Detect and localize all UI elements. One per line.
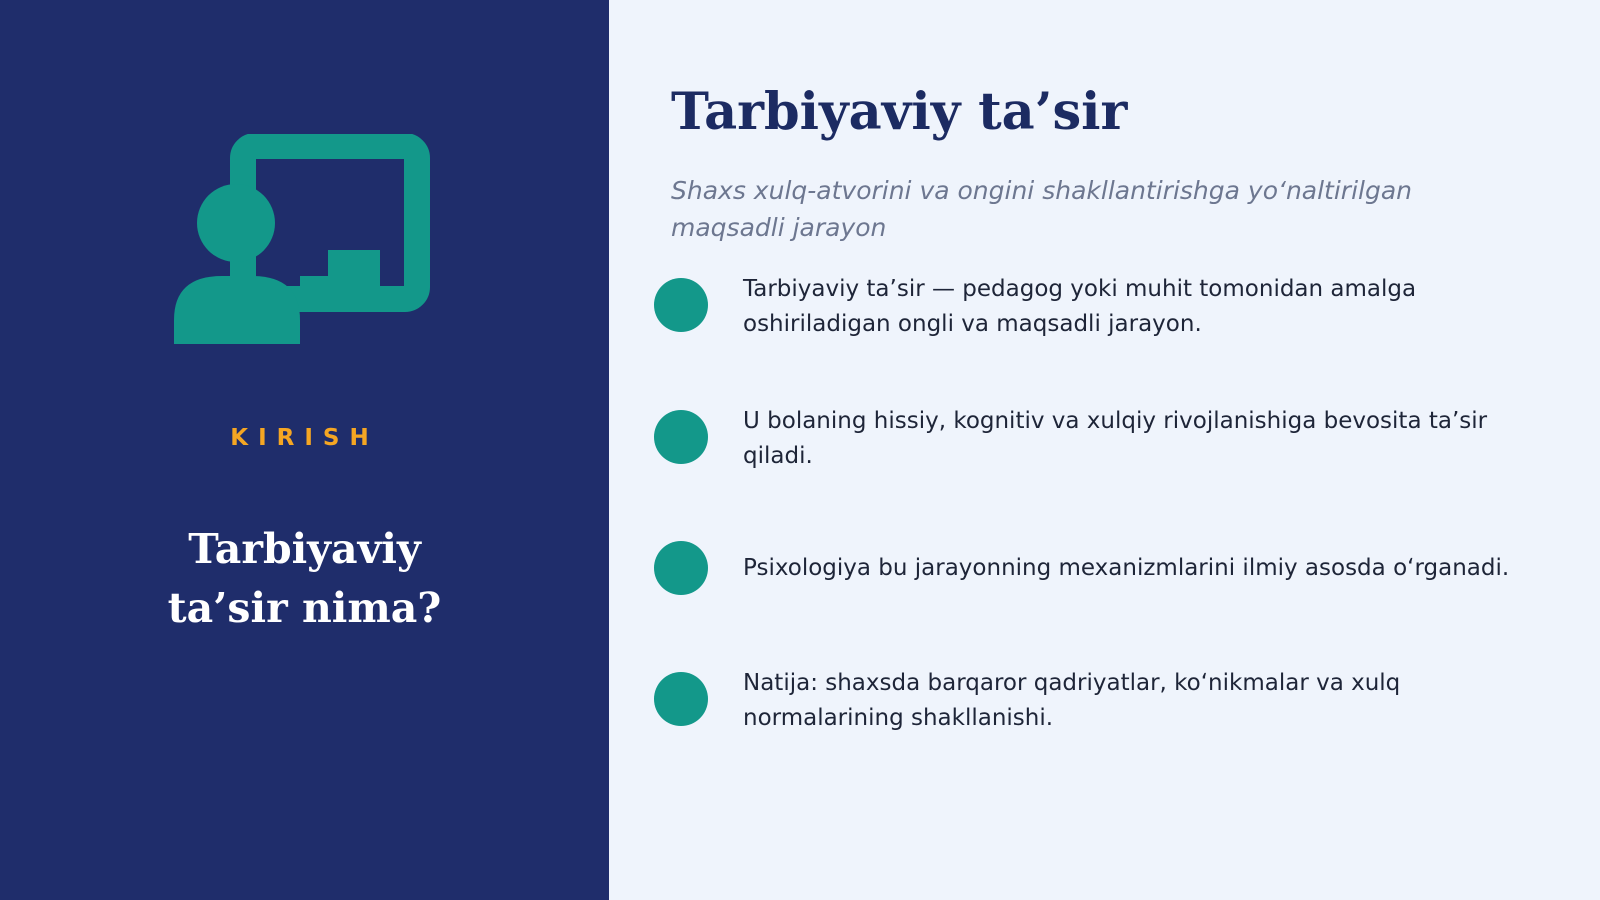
bullet-dot [654, 278, 708, 332]
subtitle [671, 172, 1471, 246]
left-title-line-2: ta’sir nima? [167, 584, 442, 632]
bullet-text-line-2: qiladi. [743, 443, 813, 469]
bullet-dot [654, 541, 708, 595]
bullet-text-line-2: oshiriladigan ongli va maqsadli jarayon. [743, 311, 1202, 337]
bullet-item [654, 672, 1554, 752]
section-label: KIRISH [230, 425, 379, 451]
subtitle-line-2: maqsadli jarayon [671, 213, 887, 242]
bullet-dot [654, 672, 708, 726]
bullet-text-line-1: Psixologiya bu jarayonning mexanizmlarini ilmiy asosda oʻrganadi. [743, 555, 1510, 581]
bullet-text [743, 404, 1523, 474]
left-title-line-1: Tarbiyaviy [188, 525, 421, 573]
subtitle-line-1: Shaxs xulq-atvorini va ongini shakllantirishga yoʻnaltirilgan [671, 176, 1413, 205]
bullet-item [654, 410, 1554, 490]
left-panel [0, 0, 609, 900]
bullet-text-line-1: Natija: shaxsda barqaror qadriyatlar, koʻnikmalar va xulq [743, 670, 1401, 696]
left-title [0, 520, 609, 638]
bullet-text-line-1: Tarbiyaviy ta’sir — pedagog yoki muhit tomonidan amalga [743, 276, 1417, 302]
bullet-dot [654, 410, 708, 464]
teacher-board-icon [172, 134, 434, 344]
bullet-item [654, 541, 1554, 621]
bullet-text-line-1: U bolaning hissiy, kognitiv va xulqiy rivojlanishiga bevosita ta’sir [743, 408, 1488, 434]
bullet-text-line-2: normalarining shakllanishi. [743, 705, 1054, 731]
bullet-text [743, 551, 1523, 586]
bullet-text [743, 666, 1523, 736]
bullet-item [654, 278, 1554, 358]
bullet-text [743, 272, 1523, 342]
page-title: Tarbiyaviy ta’sir [671, 82, 1128, 142]
